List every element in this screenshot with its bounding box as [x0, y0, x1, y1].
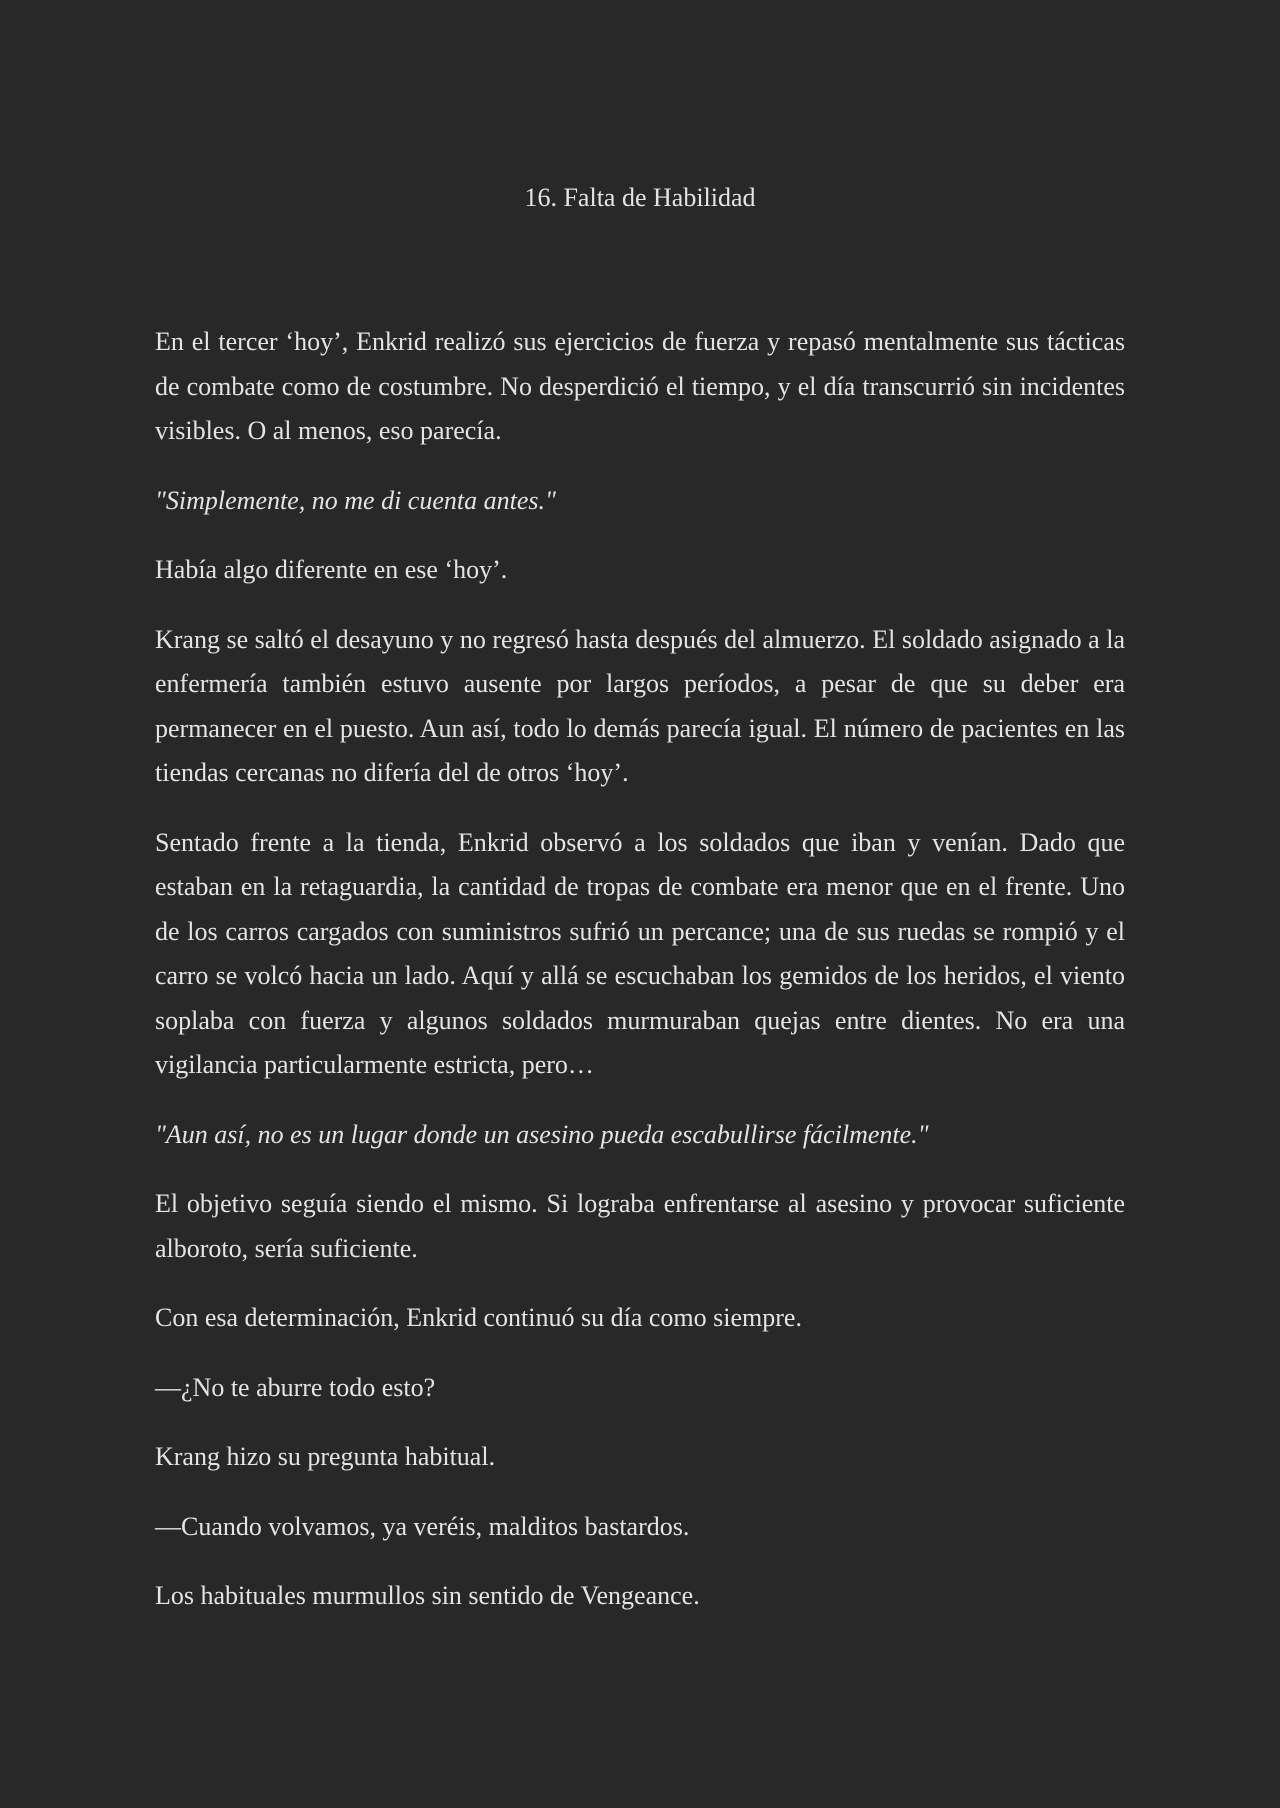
paragraph: Con esa determinación, Enkrid continuó su día como siempre.: [155, 1303, 802, 1332]
dialogue-paragraph: —¿No te aburre todo esto?: [155, 1372, 436, 1402]
thought-paragraph: "Aun así, no es un lugar donde un asesino pueda escabullirse fácilmente.": [155, 1119, 929, 1149]
paragraph: En el tercer ‘hoy’, Enkrid realizó sus ejercicios de fuerza y repasó mentalmente sus tácticas de combate como de costumbre. No desperdició el tiempo, y el día transcurrió sin incidentes visibles. O al menos, eso parecía.: [155, 327, 1125, 445]
paragraph: Había algo diferente en ese ‘hoy’.: [155, 555, 508, 584]
paragraph: Los habituales murmullos sin sentido de Vengeance.: [155, 1581, 700, 1610]
thought-paragraph: "Simplemente, no me di cuenta antes.": [155, 485, 556, 515]
paragraph: Krang hizo su pregunta habitual.: [155, 1442, 496, 1471]
paragraph: Sentado frente a la tienda, Enkrid observó a los soldados que iban y venían. Dado que estaban en la retaguardia, la cantidad de tropas de combate era menor que en el frente. Uno de los carros cargados con suministros sufrió un percance; una de sus ruedas se rompió y el carro se volcó hacia un lado. Aquí y allá se escuchaban los gemidos de los heridos, el viento soplaba con fuerza y algunos soldados murmuraban quejas entre dientes. No era una vigilancia particularmente estricta, pero…: [155, 827, 1125, 1079]
paragraph: El objetivo seguía siendo el mismo. Si lograba enfrentarse al asesino y provocar suficiente alboroto, sería suficiente.: [155, 1189, 1125, 1263]
paragraph: Krang se saltó el desayuno y no regresó hasta después del almuerzo. El soldado asignado a la enfermería también estuvo ausente por largos períodos, a pesar de que su deber era permanecer en el puesto. Aun así, todo lo demás parecía igual. El número de pacientes en las tiendas cercanas no difería del de otros ‘hoy’.: [155, 624, 1125, 787]
dialogue-paragraph: —Cuando volvamos, ya veréis, malditos bastardos.: [155, 1511, 690, 1541]
chapter-body: [155, 320, 1125, 1644]
chapter-title: 16. Falta de Habilidad: [524, 183, 756, 212]
